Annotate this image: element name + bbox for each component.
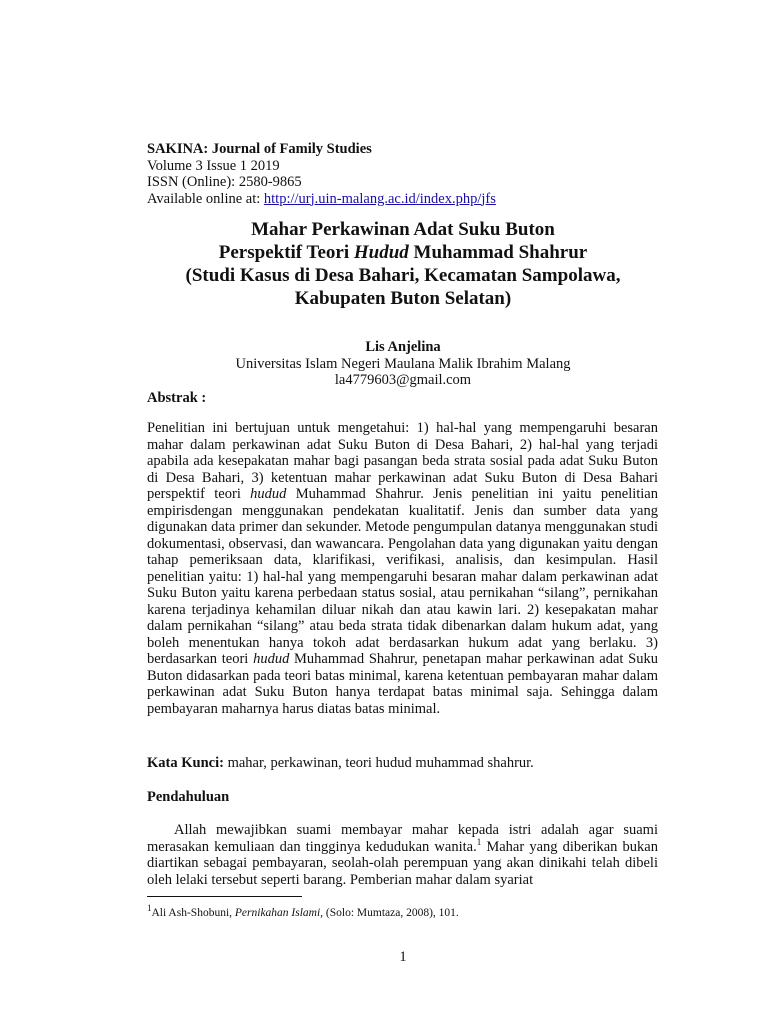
title-line-4: Kabupaten Buton Selatan) — [294, 288, 512, 309]
abstract-text-3: Muhammad Shahrur, penetapan mahar perkawinan adat Suku Buton didasarkan pada teori batas minimal, karena ketentuan pembayaran mahar dalam perkawinan adat Suku Buton hanya terdapat batas minimal saja. Sehingga dalam pembayaran maharnya harus diatas batas minimal. — [147, 651, 658, 717]
title-line-1: Mahar Perkawinan Adat Suku Buton — [251, 219, 555, 240]
abstract-heading: Abstrak : — [147, 390, 207, 406]
title-line-2 — [120, 241, 686, 264]
journal-name: SAKINA: Journal of Family Studies — [147, 141, 372, 157]
footnote-divider — [147, 896, 302, 897]
footnote — [147, 903, 459, 920]
paper-title — [120, 218, 686, 310]
keywords-label: Kata Kunci: — [147, 755, 224, 771]
abstract-body — [147, 420, 658, 717]
author-name: Lis Anjelina — [365, 339, 441, 355]
intro-paragraph — [147, 822, 658, 888]
footnote-publication: (Solo: Mumtaza, 2008), 101. — [323, 907, 459, 919]
journal-url-link[interactable]: http://urj.uin-malang.ac.id/index.php/jfs — [263, 190, 496, 207]
keywords-text: mahar, perkawinan, teori hudud muhammad shahrur. — [223, 755, 534, 771]
footnote-author: Ali Ash-Shobuni, — [151, 907, 235, 919]
title-line-2-post: Muhammad Shahrur — [408, 242, 588, 263]
journal-availability — [147, 191, 496, 208]
title-line-2-italic: Hudud — [353, 242, 409, 263]
footnote-title: Pernikahan Islami, — [234, 907, 324, 919]
abstract-italic-2: hudud — [253, 651, 290, 667]
section-heading-intro: Pendahuluan — [147, 789, 230, 805]
author-affiliation: Universitas Islam Negeri Maulana Malik Ibrahim Malang — [235, 355, 571, 372]
title-line-2-pre: Perspektif Teori — [218, 242, 354, 263]
page-number: 1 — [399, 949, 407, 965]
journal-volume: Volume 3 Issue 1 2019 — [147, 157, 280, 174]
title-line-3: (Studi Kasus di Desa Bahari, Kecamatan Sampolawa, — [185, 265, 621, 286]
journal-issn: ISSN (Online): 2580-9865 — [147, 174, 302, 190]
intro-text-2: Mahar yang diberikan bukan diartikan sebagai pembayaran, seolah-olah perempuan yang akan dinikahi telah dibeli oleh lelaki tersebut seperti barang. Pemberian mahar dalam syariat — [147, 838, 658, 888]
author-email: la4779603@gmail.com — [334, 372, 472, 388]
abstract-text-1: Penelitian ini bertujuan untuk mengetahui: 1) hal-hal yang mempengaruhi besaran mahar dalam perkawinan adat Suku Buton di Desa Bahari, 2) hal-hal yang terjadi apabila ada kesepakatan mahar bagi pasangan beda strata sosial pada adat Suku Buton di Desa Bahari, 3) ketentuan mahar perkawinan adat Suku Buton di Desa Bahari perspektif teori — [147, 420, 658, 502]
keywords — [147, 755, 534, 772]
intro-text-1: Allah mewajibkan suami membayar mahar kepada istri adalah agar suami merasakan kemuliaan dan tingginya kedudukan wanita. — [147, 822, 658, 855]
abstract-text-2: Muhammad Shahrur. Jenis penelitian ini yaitu penelitian empirisdengan menggunakan pendekatan kualitatif. Jenis dan sumber data yang digunakan data primer dan sekunder. Metode pengumpulan datanya menggunakan studi dokumentasi, observasi, dan wawancara. Pengolahan data yang digunakan yaitu dengan tahap pemeriksaan data, klarifikasi, verifikasi, analisis, dan kesimpulan. Hasil penelitian yaitu: 1) hal-hal yang mempengaruhi besaran mahar dalam perkawinan adat Suku Buton yaitu karena perbedaan status sosial, atau pernikahan “silang”, pernikahan karena terjadinya kehamilan diluar nikah dan atau kawin lari. 2) kesepakatan mahar dalam pernikahan “silang” atau beda strata tidak dibenarkan dalam hukum adat, yang boleh menentukan hanya tokoh adat berdasarkan hukum adat yang berlaku. 3) berdasarkan teori — [147, 486, 658, 667]
footnote-ref[interactable]: 1 — [476, 836, 482, 847]
abstract-italic-1: hudud — [250, 486, 287, 502]
author-block — [120, 339, 686, 389]
footnote-number: 1 — [147, 903, 152, 914]
journal-header — [147, 141, 496, 207]
available-label: Available online at: — [147, 190, 264, 207]
